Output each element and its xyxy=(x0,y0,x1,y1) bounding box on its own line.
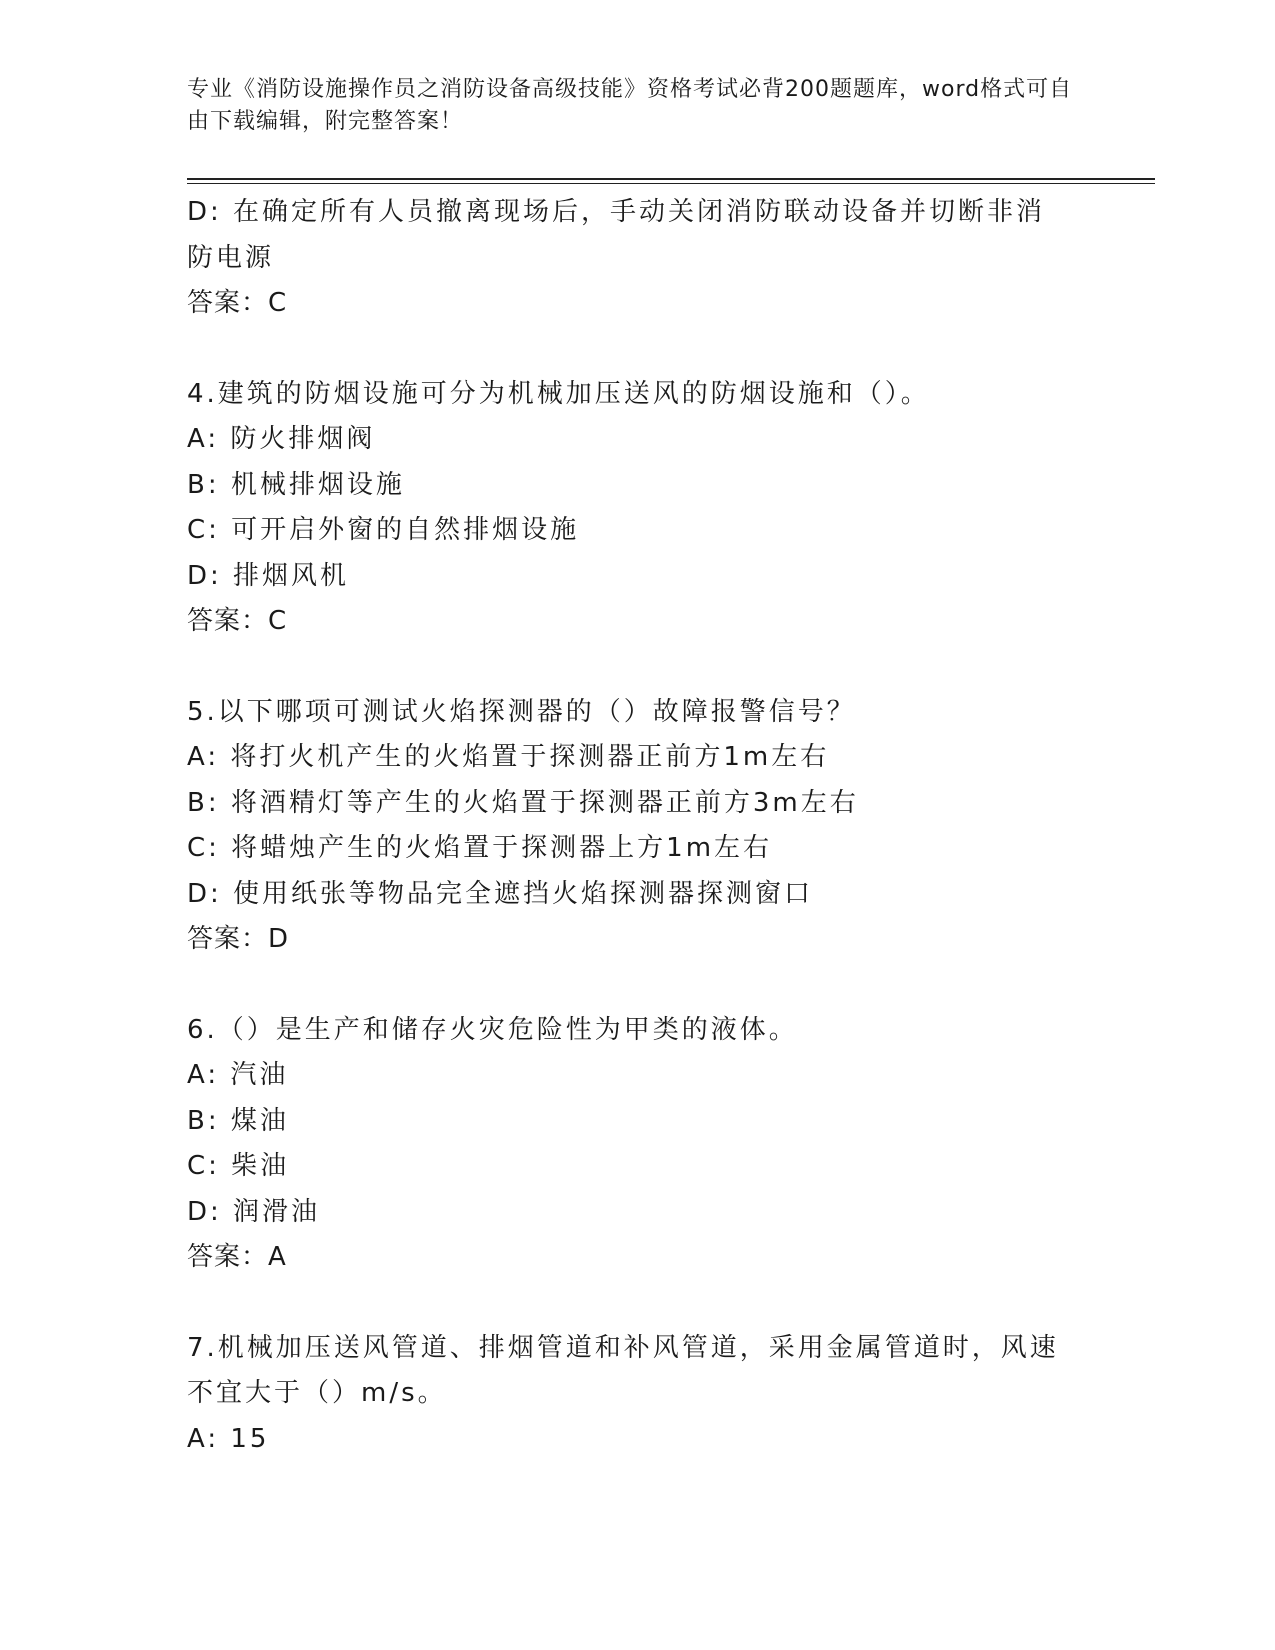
option-b: B: 煤油 xyxy=(187,1105,289,1136)
option-a: A: 防火排烟阀 xyxy=(187,424,376,454)
question-5 xyxy=(187,690,1087,963)
option-d: D: 使用纸张等物品完全遮挡火焰探测器探测窗口 xyxy=(187,878,814,909)
question-7 xyxy=(187,1326,1087,1463)
header-divider-thin xyxy=(187,183,1155,184)
question-stem: 5.以下哪项可测试火焰探测器的（）故障报警信号？ xyxy=(187,696,856,727)
question-stem: 7.机械加压送风管道、排烟管道和补风管道，采用金属管道时，风速不宜大于（）m/s。 xyxy=(187,1332,1059,1408)
option-a: A: 15 xyxy=(187,1423,270,1454)
option-b: B: 机械排烟设施 xyxy=(187,469,405,500)
option-c: C: 柴油 xyxy=(187,1151,290,1181)
question-answer: 答案：D xyxy=(187,924,290,954)
prev-question-answer: 答案：C xyxy=(187,288,288,318)
question-list xyxy=(187,190,1087,1462)
prev-question-option-d: D: 在确定所有人员撤离现场后，手动关闭消防联动设备并切断非消防电源 xyxy=(187,197,1046,273)
question-stem: 6.（）是生产和储存火灾危险性为甲类的液体。 xyxy=(187,1014,798,1045)
option-b: B: 将酒精灯等产生的火焰置于探测器正前方3m左右 xyxy=(187,787,859,818)
option-c: C: 可开启外窗的自然排烟设施 xyxy=(187,515,580,545)
question-6 xyxy=(187,1008,1087,1281)
question-stem: 4.建筑的防烟设施可分为机械加压送风的防烟设施和（）。 xyxy=(187,378,930,409)
document-header xyxy=(187,74,1077,138)
option-d: D: 排烟风机 xyxy=(187,560,350,591)
question-answer: 答案：C xyxy=(187,606,288,636)
question-answer: 答案：A xyxy=(187,1242,287,1272)
question-4 xyxy=(187,372,1087,645)
option-c: C: 将蜡烛产生的火焰置于探测器上方1m左右 xyxy=(187,833,773,863)
option-a: A: 将打火机产生的火焰置于探测器正前方1m左右 xyxy=(187,742,830,772)
option-d: D: 润滑油 xyxy=(187,1196,321,1227)
header-title: 专业《消防设施操作员之消防设备高级技能》资格考试必背200题题库，word格式可自由下载编辑，附完整答案！ xyxy=(187,77,1073,134)
header-divider-thick xyxy=(187,178,1155,180)
option-a: A: 汽油 xyxy=(187,1060,289,1090)
